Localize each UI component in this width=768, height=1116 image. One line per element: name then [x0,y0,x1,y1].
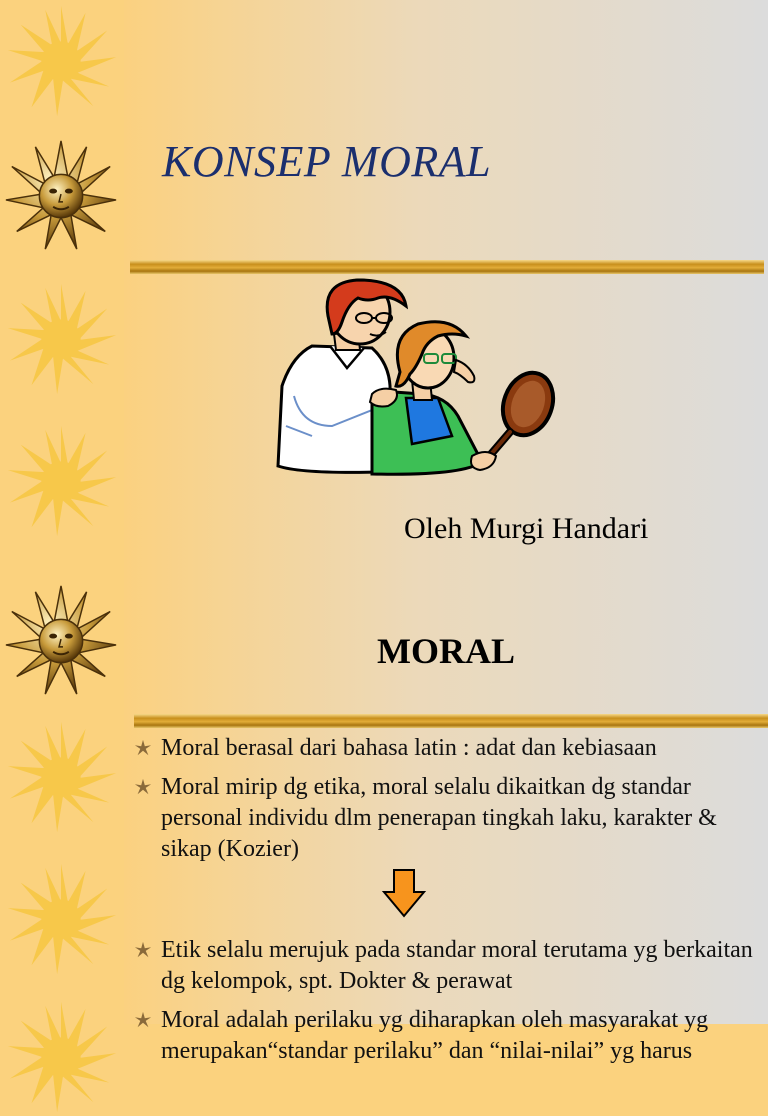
down-arrow-icon [382,868,426,918]
gold-divider [134,714,768,728]
sun-icon [2,422,120,540]
gold-divider [130,260,764,274]
teacher-student-illustration [272,276,562,482]
sun-icon [2,998,120,1116]
sun-icon [2,718,120,836]
list-item [134,935,764,997]
star-bullet-icon [134,778,152,796]
author-name: Oleh Murgi Handari [404,512,649,545]
list-item [134,1005,764,1067]
slide-title-text: KONSEP MORAL [162,137,492,186]
star-bullet-icon [134,941,152,959]
star-bullet-icon [134,1011,152,1029]
sun-face-icon [2,137,120,255]
bullet-list [134,733,764,1075]
arrow-row [134,873,764,931]
sun-border-strip [0,0,124,578]
slide-title-text: MORAL [377,631,515,671]
bullet-text: Moral adalah perilaku yg diharapkan oleh masyarakat yg merupakan“standar perilaku” dan “nilai-nilai” yg harus [161,1007,709,1064]
sun-icon [2,280,120,398]
bullet-text: Etik selalu merujuk pada standar moral terutama yg berkaitan dg kelompok, spt. Dokter & perawat [161,937,753,994]
bullet-text: Moral mirip dg etika, moral selalu dikaitkan dg standar personal individu dlm penerapan tingkah laku, karakter & sikap (Kozier) [161,774,717,862]
star-bullet-icon [134,739,152,757]
sun-icon [2,2,120,120]
list-item [134,733,764,764]
slide-moral [0,578,768,1064]
list-item [134,772,764,865]
bullet-text: Moral berasal dari bahasa latin : adat dan kebiasaan [161,735,657,761]
sun-icon [2,860,120,978]
